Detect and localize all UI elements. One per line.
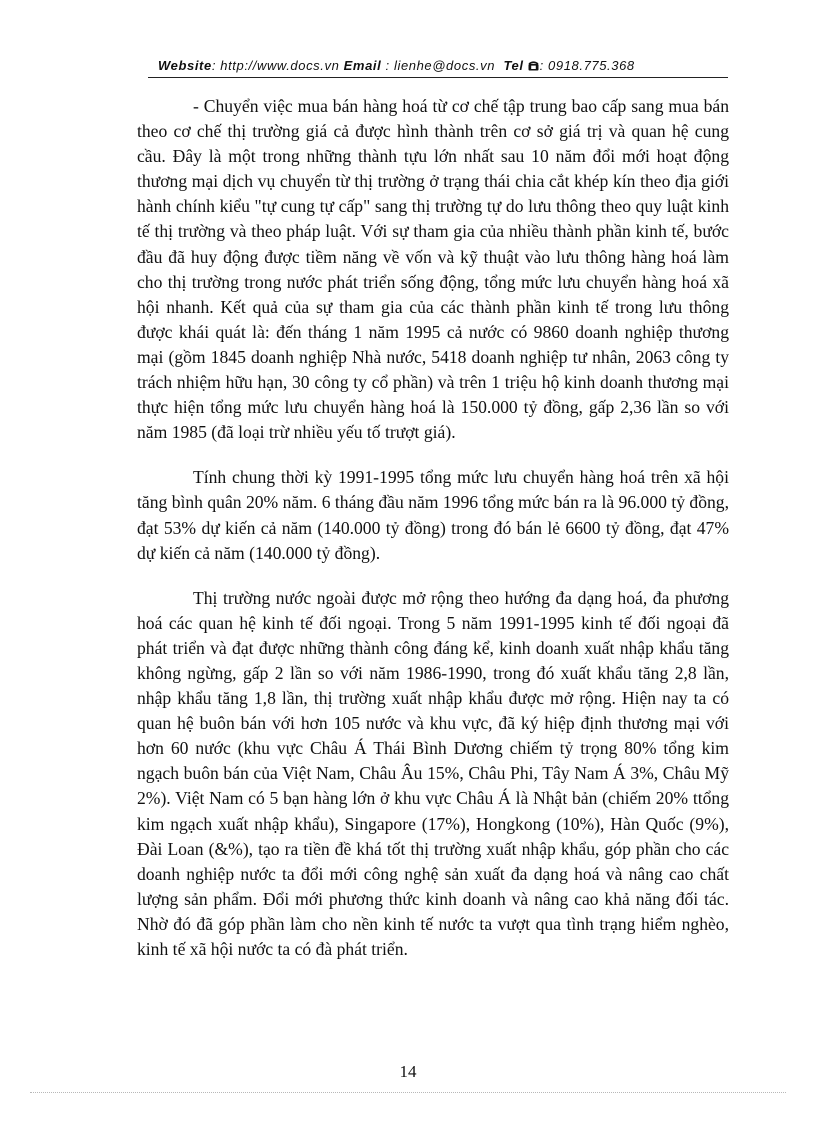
website-url: : http://www.docs.vn bbox=[211, 58, 340, 73]
footer-dotted-rule bbox=[30, 1092, 786, 1093]
phone-number: : 0918.775.368 bbox=[539, 58, 635, 73]
paragraph-foreign-markets: Thị trường nước ngoài được mở rộng theo hướng đa dạng hoá, đa phương hoá các quan hệ kinh tế đối ngoại. Trong 5 năm 1991-1995 kinh tế đối ngoại đã phát triển và đạt được những thành công đáng kể, kinh doanh xuất nhập khẩu tăng không ngừng, gấp 2 lần so với năm 1986-1990, trong đó xuất khẩu tăng 2,8 lần, nhập khẩu tăng 1,8 lần, thị trường xuất nhập khẩu được mở rộng. Hiện nay ta có quan hệ buôn bán với hơn 105 nước và khu vực, đã ký hiệp định thương mại với hơn 60 nước (khu vực Châu Á Thái Bình Dương chiếm tỷ trọng 80% tổng kim ngạch buôn bán của Việt Nam, Châu Âu 15%, Châu Phi, Tây Nam Á 3%, Châu Mỹ 2%). Việt Nam có 5 bạn hàng lớn ở khu vực Châu Á là Nhật bản (chiếm 20% ttổng kim ngạch xuất nhập khẩu), Singapore (17%), Hongkong (10%), Hàn Quốc (9%), Đài Loan (&%), tạo ra tiền đề khá tốt thị trường xuất nhập khẩu, góp phần cho các doanh nghiệp nước ta đổi mới công nghệ sản xuất đa dạng hoá và nâng cao chất lượng sản phẩm. Đổi mới phương thức kinh doanh và nâng cao khả năng đối tác. Nhờ đó đã góp phần làm cho nền kinh tế nước ta vượt qua tình trạng hiểm nghèo, kinh tế xã hội nước ta có đà phát triển. bbox=[137, 587, 729, 959]
email-address: : lienhe@docs.vn bbox=[381, 58, 496, 73]
page-number: 14 bbox=[399, 1062, 417, 1081]
phone-icon bbox=[528, 61, 539, 71]
paragraph-retail-totals: Tính chung thời kỳ 1991-1995 tổng mức lưu chuyển hàng hoá trên xã hội tăng bình quân 20% năm. 6 tháng đầu năm 1996 tổng mức bán ra là 96.000 tỷ đồng, đạt 53% dự kiến cả năm (140.000 tỷ đồng) trong đó bán lẻ 6600 tỷ đồng, đạt 47% dự kiến cả năm (140.000 tỷ đồng). bbox=[137, 467, 729, 563]
email-label: Email bbox=[343, 58, 382, 73]
tel-label: Tel bbox=[503, 58, 524, 73]
website-label: Website bbox=[158, 58, 212, 73]
paragraph-trade-mechanism: - Chuyển việc mua bán hàng hoá từ cơ chế tập trung bao cấp sang mua bán theo cơ chế thị trường giá cả được hình thành trên cơ sở giá trị và quan hệ cung cầu. Đây là một trong những thành tựu lớn nhất sau 10 năm đổi mới hoạt động thương mại dịch vụ chuyển từ thị trường ở trạng thái chia cắt khép kín theo địa giới hành chính kiểu "tự cung tự cấp" sang thị trường tự do lưu thông theo quy luật kinh tế thị trường và theo pháp luật. Với sự tham gia của nhiều thành phần kinh tế, bước đầu đã huy động được tiềm năng về vốn và kỹ thuật vào lưu thông hàng hoá làm cho thị trường trong nước phát triển sống động, tổng mức lưu chuyển hàng hoá xã hội nhanh. Kết quả của sự tham gia của các thành phần kinh tế trong lưu thông được khái quát là: đến tháng 1 năm 1995 cả nước có 9860 doanh nghiệp thương mại (gồm 1845 doanh nghiệp Nhà nước, 5418 doanh nghiệp tư nhân, 2063 công ty trách nhiệm hữu hạn, 30 công ty cổ phần) và trên 1 triệu hộ kinh doanh thương mại thực hiện tổng mức lưu chuyển hàng hoá là 150.000 tỷ đồng, gấp 2,36 lần so với năm 1985 (đã loại trừ nhiều yếu tố trượt giá). bbox=[137, 96, 729, 443]
body-text bbox=[137, 94, 729, 962]
page-header bbox=[158, 56, 758, 76]
header-divider bbox=[148, 77, 728, 78]
